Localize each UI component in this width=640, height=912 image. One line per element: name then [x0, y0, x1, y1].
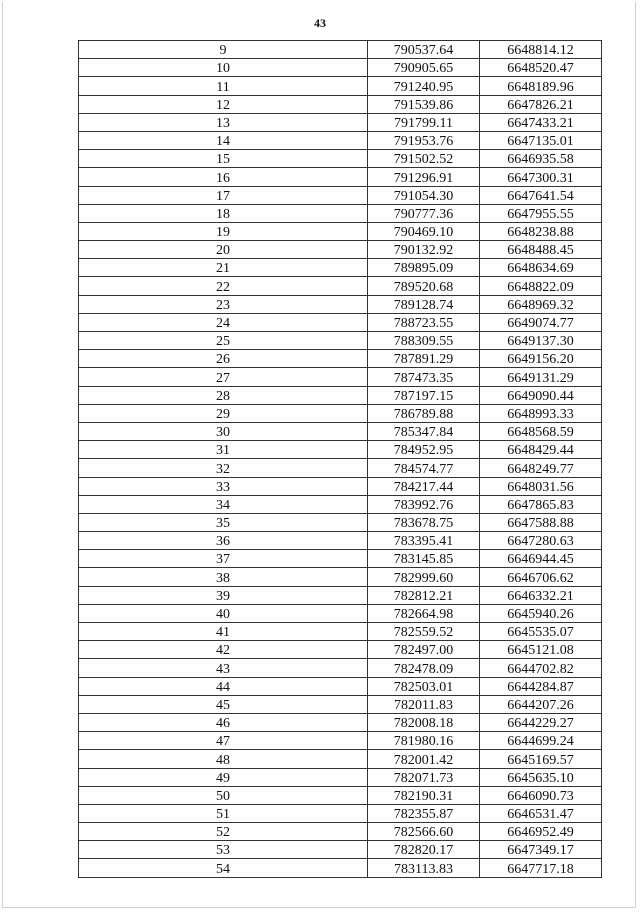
- table-row: [79, 477, 602, 495]
- coordinates-table: [78, 40, 602, 878]
- point-number-cell: 51: [79, 804, 368, 822]
- table-row: [79, 422, 602, 440]
- y-coordinate-cell: 6647135.01: [480, 131, 602, 149]
- table-row: [79, 41, 602, 59]
- table-row: [79, 604, 602, 622]
- x-coordinate-cell: 790537.64: [368, 41, 480, 59]
- x-coordinate-cell: 782001.42: [368, 750, 480, 768]
- x-coordinate-cell: 791953.76: [368, 131, 480, 149]
- x-coordinate-cell: 781980.16: [368, 732, 480, 750]
- y-coordinate-cell: 6647349.17: [480, 841, 602, 859]
- x-coordinate-cell: 789895.09: [368, 259, 480, 277]
- table-row: [79, 168, 602, 186]
- point-number-cell: 12: [79, 95, 368, 113]
- table-row: [79, 695, 602, 713]
- point-number-cell: 38: [79, 568, 368, 586]
- x-coordinate-cell: 783113.83: [368, 859, 480, 877]
- point-number-cell: 19: [79, 222, 368, 240]
- x-coordinate-cell: 782071.73: [368, 768, 480, 786]
- y-coordinate-cell: 6646531.47: [480, 804, 602, 822]
- y-coordinate-cell: 6644229.27: [480, 713, 602, 731]
- y-coordinate-cell: 6644284.87: [480, 677, 602, 695]
- point-number-cell: 40: [79, 604, 368, 622]
- x-coordinate-cell: 784574.77: [368, 459, 480, 477]
- table-row: [79, 368, 602, 386]
- table-row: [79, 313, 602, 331]
- y-coordinate-cell: 6648429.44: [480, 441, 602, 459]
- y-coordinate-cell: 6648993.33: [480, 404, 602, 422]
- table-row: [79, 386, 602, 404]
- point-number-cell: 48: [79, 750, 368, 768]
- x-coordinate-cell: 791240.95: [368, 77, 480, 95]
- point-number-cell: 15: [79, 150, 368, 168]
- x-coordinate-cell: 791296.91: [368, 168, 480, 186]
- table-row: [79, 659, 602, 677]
- y-coordinate-cell: 6649090.44: [480, 386, 602, 404]
- table-row: [79, 332, 602, 350]
- y-coordinate-cell: 6646332.21: [480, 586, 602, 604]
- table-row: [79, 495, 602, 513]
- y-coordinate-cell: 6649131.29: [480, 368, 602, 386]
- x-coordinate-cell: 783395.41: [368, 532, 480, 550]
- point-number-cell: 34: [79, 495, 368, 513]
- point-number-cell: 29: [79, 404, 368, 422]
- point-number-cell: 16: [79, 168, 368, 186]
- point-number-cell: 49: [79, 768, 368, 786]
- x-coordinate-cell: 791539.86: [368, 95, 480, 113]
- y-coordinate-cell: 6646952.49: [480, 823, 602, 841]
- table-row: [79, 259, 602, 277]
- table-row: [79, 623, 602, 641]
- x-coordinate-cell: 790132.92: [368, 241, 480, 259]
- table-row: [79, 204, 602, 222]
- x-coordinate-cell: 782559.52: [368, 623, 480, 641]
- point-number-cell: 43: [79, 659, 368, 677]
- point-number-cell: 42: [79, 641, 368, 659]
- y-coordinate-cell: 6645535.07: [480, 623, 602, 641]
- point-number-cell: 24: [79, 313, 368, 331]
- table-row: [79, 713, 602, 731]
- x-coordinate-cell: 789128.74: [368, 295, 480, 313]
- y-coordinate-cell: 6646935.58: [480, 150, 602, 168]
- point-number-cell: 28: [79, 386, 368, 404]
- y-coordinate-cell: 6648238.88: [480, 222, 602, 240]
- x-coordinate-cell: 782355.87: [368, 804, 480, 822]
- x-coordinate-cell: 782566.60: [368, 823, 480, 841]
- y-coordinate-cell: 6644207.26: [480, 695, 602, 713]
- point-number-cell: 37: [79, 550, 368, 568]
- y-coordinate-cell: 6649137.30: [480, 332, 602, 350]
- x-coordinate-cell: 790905.65: [368, 59, 480, 77]
- page-number: 43: [314, 16, 326, 30]
- x-coordinate-cell: 790469.10: [368, 222, 480, 240]
- y-coordinate-cell: 6648520.47: [480, 59, 602, 77]
- table-row: [79, 750, 602, 768]
- table-row: [79, 459, 602, 477]
- x-coordinate-cell: 788723.55: [368, 313, 480, 331]
- y-coordinate-cell: 6647865.83: [480, 495, 602, 513]
- point-number-cell: 22: [79, 277, 368, 295]
- y-coordinate-cell: 6647433.21: [480, 113, 602, 131]
- point-number-cell: 26: [79, 350, 368, 368]
- y-coordinate-cell: 6648969.32: [480, 295, 602, 313]
- table-row: [79, 550, 602, 568]
- y-coordinate-cell: 6647588.88: [480, 513, 602, 531]
- table-row: [79, 404, 602, 422]
- point-number-cell: 36: [79, 532, 368, 550]
- y-coordinate-cell: 6646944.45: [480, 550, 602, 568]
- point-number-cell: 47: [79, 732, 368, 750]
- y-coordinate-cell: 6646706.62: [480, 568, 602, 586]
- table-row: [79, 732, 602, 750]
- x-coordinate-cell: 789520.68: [368, 277, 480, 295]
- table-row: [79, 823, 602, 841]
- table-row: [79, 113, 602, 131]
- point-number-cell: 25: [79, 332, 368, 350]
- x-coordinate-cell: 782503.01: [368, 677, 480, 695]
- point-number-cell: 45: [79, 695, 368, 713]
- x-coordinate-cell: 791799.11: [368, 113, 480, 131]
- x-coordinate-cell: 782497.00: [368, 641, 480, 659]
- table-row: [79, 513, 602, 531]
- y-coordinate-cell: 6645169.57: [480, 750, 602, 768]
- point-number-cell: 54: [79, 859, 368, 877]
- x-coordinate-cell: 782820.17: [368, 841, 480, 859]
- x-coordinate-cell: 782812.21: [368, 586, 480, 604]
- x-coordinate-cell: 783678.75: [368, 513, 480, 531]
- point-number-cell: 35: [79, 513, 368, 531]
- y-coordinate-cell: 6648249.77: [480, 459, 602, 477]
- y-coordinate-cell: 6644702.82: [480, 659, 602, 677]
- x-coordinate-cell: 782190.31: [368, 786, 480, 804]
- point-number-cell: 21: [79, 259, 368, 277]
- y-coordinate-cell: 6648568.59: [480, 422, 602, 440]
- x-coordinate-cell: 787197.15: [368, 386, 480, 404]
- y-coordinate-cell: 6648822.09: [480, 277, 602, 295]
- table-row: [79, 786, 602, 804]
- y-coordinate-cell: 6647826.21: [480, 95, 602, 113]
- y-coordinate-cell: 6648189.96: [480, 77, 602, 95]
- y-coordinate-cell: 6645940.26: [480, 604, 602, 622]
- point-number-cell: 33: [79, 477, 368, 495]
- y-coordinate-cell: 6647300.31: [480, 168, 602, 186]
- x-coordinate-cell: 782011.83: [368, 695, 480, 713]
- point-number-cell: 23: [79, 295, 368, 313]
- table-row: [79, 804, 602, 822]
- y-coordinate-cell: 6646090.73: [480, 786, 602, 804]
- point-number-cell: 53: [79, 841, 368, 859]
- table-row: [79, 586, 602, 604]
- point-number-cell: 27: [79, 368, 368, 386]
- y-coordinate-cell: 6649156.20: [480, 350, 602, 368]
- table-row: [79, 241, 602, 259]
- table-row: [79, 568, 602, 586]
- x-coordinate-cell: 784217.44: [368, 477, 480, 495]
- x-coordinate-cell: 783145.85: [368, 550, 480, 568]
- table-row: [79, 59, 602, 77]
- x-coordinate-cell: 784952.95: [368, 441, 480, 459]
- y-coordinate-cell: 6645121.08: [480, 641, 602, 659]
- table-row: [79, 277, 602, 295]
- table-row: [79, 841, 602, 859]
- y-coordinate-cell: 6644699.24: [480, 732, 602, 750]
- x-coordinate-cell: 790777.36: [368, 204, 480, 222]
- table-row: [79, 441, 602, 459]
- x-coordinate-cell: 788309.55: [368, 332, 480, 350]
- x-coordinate-cell: 782478.09: [368, 659, 480, 677]
- point-number-cell: 44: [79, 677, 368, 695]
- x-coordinate-cell: 782664.98: [368, 604, 480, 622]
- table-row: [79, 641, 602, 659]
- x-coordinate-cell: 787891.29: [368, 350, 480, 368]
- x-coordinate-cell: 782008.18: [368, 713, 480, 731]
- y-coordinate-cell: 6648488.45: [480, 241, 602, 259]
- point-number-cell: 17: [79, 186, 368, 204]
- point-number-cell: 20: [79, 241, 368, 259]
- y-coordinate-cell: 6645635.10: [480, 768, 602, 786]
- table-row: [79, 222, 602, 240]
- point-number-cell: 13: [79, 113, 368, 131]
- point-number-cell: 46: [79, 713, 368, 731]
- point-number-cell: 11: [79, 77, 368, 95]
- coordinates-table-body: [79, 41, 602, 878]
- point-number-cell: 9: [79, 41, 368, 59]
- point-number-cell: 10: [79, 59, 368, 77]
- point-number-cell: 14: [79, 131, 368, 149]
- point-number-cell: 50: [79, 786, 368, 804]
- table-row: [79, 95, 602, 113]
- y-coordinate-cell: 6647717.18: [480, 859, 602, 877]
- x-coordinate-cell: 785347.84: [368, 422, 480, 440]
- table-row: [79, 350, 602, 368]
- x-coordinate-cell: 791054.30: [368, 186, 480, 204]
- y-coordinate-cell: 6647641.54: [480, 186, 602, 204]
- table-row: [79, 150, 602, 168]
- x-coordinate-cell: 787473.35: [368, 368, 480, 386]
- y-coordinate-cell: 6647280.63: [480, 532, 602, 550]
- y-coordinate-cell: 6648031.56: [480, 477, 602, 495]
- x-coordinate-cell: 786789.88: [368, 404, 480, 422]
- point-number-cell: 41: [79, 623, 368, 641]
- x-coordinate-cell: 782999.60: [368, 568, 480, 586]
- y-coordinate-cell: 6648634.69: [480, 259, 602, 277]
- point-number-cell: 52: [79, 823, 368, 841]
- table-row: [79, 532, 602, 550]
- table-row: [79, 186, 602, 204]
- x-coordinate-cell: 783992.76: [368, 495, 480, 513]
- table-row: [79, 131, 602, 149]
- table-row: [79, 768, 602, 786]
- y-coordinate-cell: 6647955.55: [480, 204, 602, 222]
- table-row: [79, 677, 602, 695]
- table-row: [79, 859, 602, 877]
- y-coordinate-cell: 6649074.77: [480, 313, 602, 331]
- point-number-cell: 18: [79, 204, 368, 222]
- table-row: [79, 295, 602, 313]
- point-number-cell: 39: [79, 586, 368, 604]
- table-row: [79, 77, 602, 95]
- point-number-cell: 30: [79, 422, 368, 440]
- point-number-cell: 31: [79, 441, 368, 459]
- point-number-cell: 32: [79, 459, 368, 477]
- x-coordinate-cell: 791502.52: [368, 150, 480, 168]
- y-coordinate-cell: 6648814.12: [480, 41, 602, 59]
